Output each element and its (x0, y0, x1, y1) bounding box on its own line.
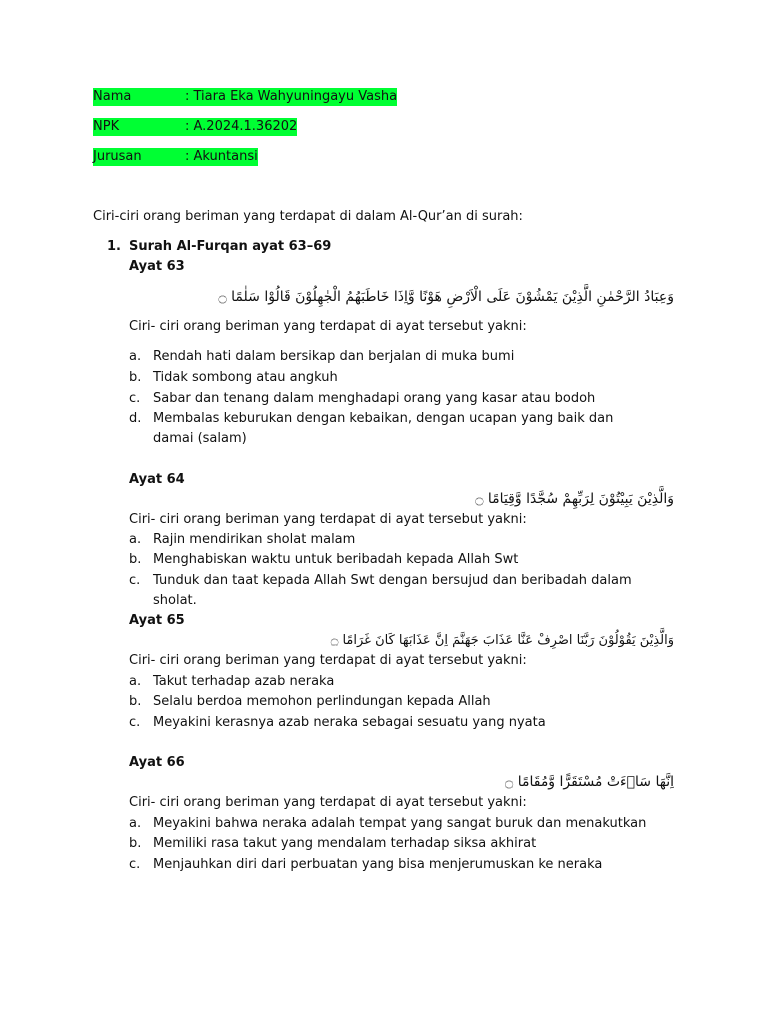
ayat-64-context: Ciri- ciri orang beriman yang terdapat di ayat tersebut yakni: (129, 512, 527, 527)
ayat-66-heading: Ayat 66 (129, 755, 185, 770)
ayat-65-item-a: Takut terhadap azab neraka (153, 674, 335, 689)
ayat-65-item-b-marker: b. (129, 694, 142, 709)
ayat-63-item-a-marker: a. (129, 349, 142, 364)
ayat-63-item-d: Membalas keburukan dengan kebaikan, dengan ucapan yang baik dan damai (salam) (153, 411, 614, 446)
ayat-64-item-a-marker: a. (129, 532, 142, 547)
ayat-63-item-c: Sabar dan tenang dalam menghadapi orang yang kasar atau bodoh (153, 391, 596, 406)
section-title: Surah Al-Furqan ayat 63–69 (129, 239, 332, 254)
ayat-64-item-c-marker: c. (129, 573, 141, 588)
ayat-63-item-b: Tidak sombong atau angkuh (153, 370, 338, 385)
ayat-65-item-b: Selalu berdoa memohon perlindungan kepada Allah (153, 694, 491, 709)
ayat-64-item-b-marker: b. (129, 552, 142, 567)
ayat-64-item-a: Rajin mendirikan sholat malam (153, 532, 356, 547)
ayat-63-item-b-marker: b. (129, 370, 142, 385)
jurusan-label: Jurusan (93, 149, 142, 164)
ayat-65-item-a-marker: a. (129, 674, 142, 689)
ayat-66-item-b: Memiliki rasa takut yang mendalam terhadap siksa akhirat (153, 836, 537, 851)
identity-nama-row (93, 88, 398, 106)
ayat-63-context: Ciri- ciri orang beriman yang terdapat di ayat tersebut yakni: (129, 319, 527, 334)
jurusan-value: : Akuntansi (185, 149, 258, 164)
nama-value: : Tiara Eka Wahyuningayu Vasha (185, 89, 398, 104)
ayat-64-item-b: Menghabiskan waktu untuk beribadah kepada Allah Swt (153, 552, 519, 567)
identity-jurusan-row (93, 148, 256, 166)
section-number: 1. (107, 239, 121, 254)
nama-label: Nama (93, 89, 132, 104)
ayat-66-item-a: Meyakini bahwa neraka adalah tempat yang sangat buruk dan menakutkan (153, 816, 647, 831)
ayat-63-item-c-marker: c. (129, 391, 141, 406)
ayat-64-heading: Ayat 64 (129, 472, 185, 487)
ayat-64-arabic: وَالَّذِيْنَ يَبِيْتُوْنَ لِرَبِّهِمْ سُجَّدًا وَّقِيَامًا ۝ (475, 491, 674, 507)
ayat-66-item-b-marker: b. (129, 836, 142, 851)
ayat-64-item-c: Tunduk dan taat kepada Allah Swt dengan bersujud dan beribadah dalam sholat. (153, 573, 632, 608)
ayat-66-context: Ciri- ciri orang beriman yang terdapat di ayat tersebut yakni: (129, 795, 527, 810)
ayat-65-heading: Ayat 65 (129, 613, 185, 628)
ayat-66-item-c-marker: c. (129, 857, 141, 872)
ayat-65-item-c-marker: c. (129, 715, 141, 730)
identity-npk-row (93, 118, 298, 136)
npk-value: : A.2024.1.36202 (185, 119, 298, 134)
ayat-66-item-c: Menjauhkan diri dari perbuatan yang bisa menjerumuskan ke neraka (153, 857, 603, 872)
ayat-66-arabic: اِنَّهَا سَاۤءَتْ مُسْتَقَرًّا وَّمُقَامًا ۝ (505, 774, 674, 790)
ayat-63-heading: Ayat 63 (129, 259, 185, 274)
ayat-65-item-c: Meyakini kerasnya azab neraka sebagai sesuatu yang nyata (153, 715, 546, 730)
ayat-65-context: Ciri- ciri orang beriman yang terdapat di ayat tersebut yakni: (129, 653, 527, 668)
npk-label: NPK (93, 119, 120, 134)
intro-text: Ciri-ciri orang beriman yang terdapat di dalam Al-Qur’an di surah: (93, 209, 523, 224)
ayat-66-item-a-marker: a. (129, 816, 142, 831)
ayat-65-arabic: وَالَّذِيْنَ يَقُوْلُوْنَ رَبَّنَا اصْرِفْ عَنَّا عَذَابَ جَهَنَّمَ اِنَّ عَذَابَهَا كَانَ غَرَامًا ۝ (330, 633, 674, 648)
ayat-63-item-d-marker: d. (129, 411, 142, 426)
ayat-63-arabic: وَعِبَادُ الرَّحْمٰنِ الَّذِيْنَ يَمْشُوْنَ عَلَى الْاَرْضِ هَوْنًا وَّاِذَا خَاطَبَهُمُ الْجٰهِلُوْنَ قَالُوْا سَلٰمًا ۝ (218, 289, 674, 305)
ayat-63-item-a: Rendah hati dalam bersikap dan berjalan di muka bumi (153, 349, 515, 364)
